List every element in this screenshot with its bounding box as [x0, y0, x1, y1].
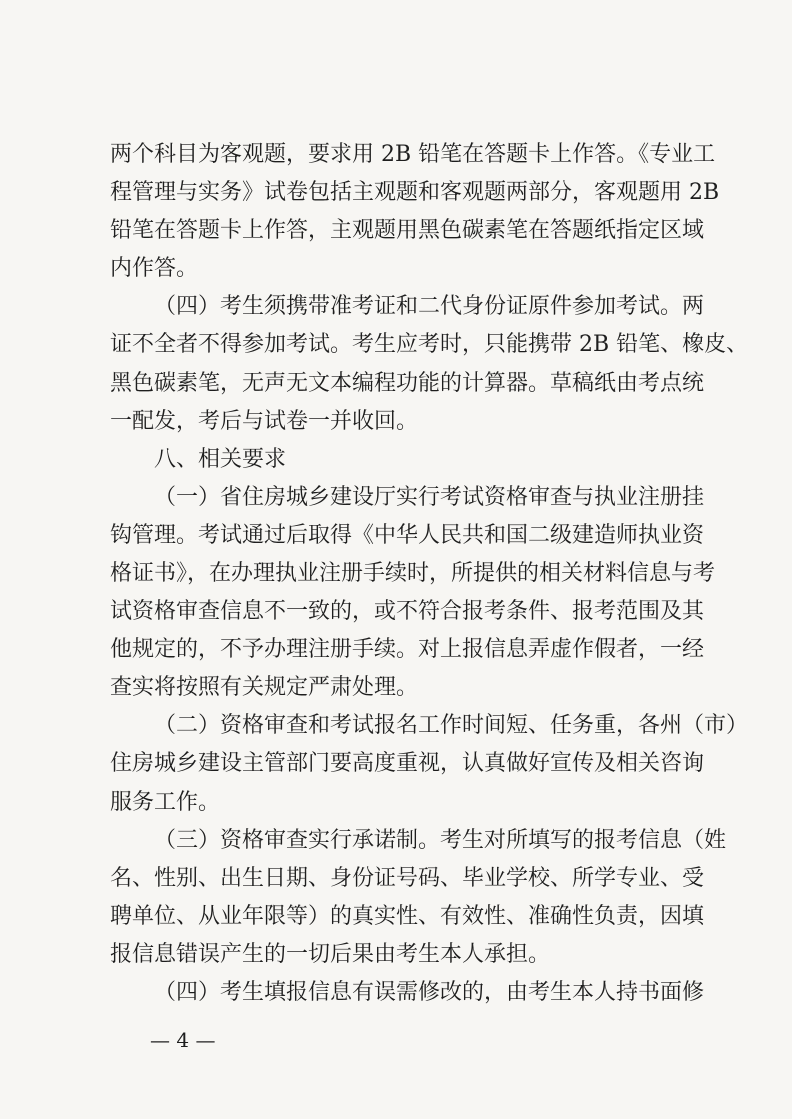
- body-line: （四）考生须携带准考证和二代身份证原件参加考试。两: [154, 294, 705, 319]
- body-line: 试资格审查信息不一致的，或不符合报考条件、报考范围及其: [110, 599, 705, 624]
- body-line: 钩管理。考试通过后取得《中华人民共和国二级建造师执业资: [110, 523, 705, 548]
- body-line: （一）省住房城乡建设厅实行考试资格审查与执业注册挂: [154, 485, 705, 510]
- body-line: 铅笔在答题卡上作答，主观题用黑色碳素笔在答题纸指定区域: [110, 218, 705, 243]
- body-line: 两个科目为客观题，要求用 2B 铅笔在答题卡上作答。《专业工: [110, 142, 716, 167]
- body-line: 程管理与实务》试卷包括主观题和客观题两部分，客观题用 2B: [110, 180, 720, 205]
- body-line: 聘单位、从业年限等）的真实性、有效性、准确性负责，因填: [110, 904, 705, 929]
- body-line: 查实将按照有关规定严肃处理。: [110, 675, 419, 700]
- body-line: 一配发，考后与试卷一并收回。: [110, 409, 419, 434]
- body-line: 他规定的，不予办理注册手续。对上报信息弄虚作假者，一经: [110, 637, 705, 662]
- body-line: 内作答。: [110, 256, 199, 281]
- body-line: 黑色碳素笔，无声无文本编程功能的计算器。草稿纸由考点统: [110, 371, 705, 396]
- body-line: 住房城乡建设主管部门要高度重视，认真做好宣传及相关咨询: [110, 751, 705, 776]
- section-heading: 八、相关要求: [154, 447, 287, 472]
- body-line: 格证书》，在办理执业注册手续时，所提供的相关材料信息与考: [110, 561, 716, 586]
- body-line: （三）资格审查实行承诺制。考生对所填写的报考信息（姓: [154, 828, 727, 853]
- body-line: 报信息错误产生的一切后果由考生本人承担。: [110, 942, 551, 967]
- body-line: （四）考生填报信息有误需修改的，由考生本人持书面修: [154, 980, 705, 1005]
- page-number: — 4 —: [150, 1028, 216, 1052]
- body-line: 证不全者不得参加考试。考生应考时，只能携带 2B 铅笔、橡皮、: [110, 332, 749, 357]
- body-line: 服务工作。: [110, 790, 221, 815]
- body-line: 名、性别、出生日期、身份证号码、毕业学校、所学专业、受: [110, 866, 705, 891]
- body-line: （二）资格审查和考试报名工作时间短、任务重，各州（市）: [154, 713, 749, 738]
